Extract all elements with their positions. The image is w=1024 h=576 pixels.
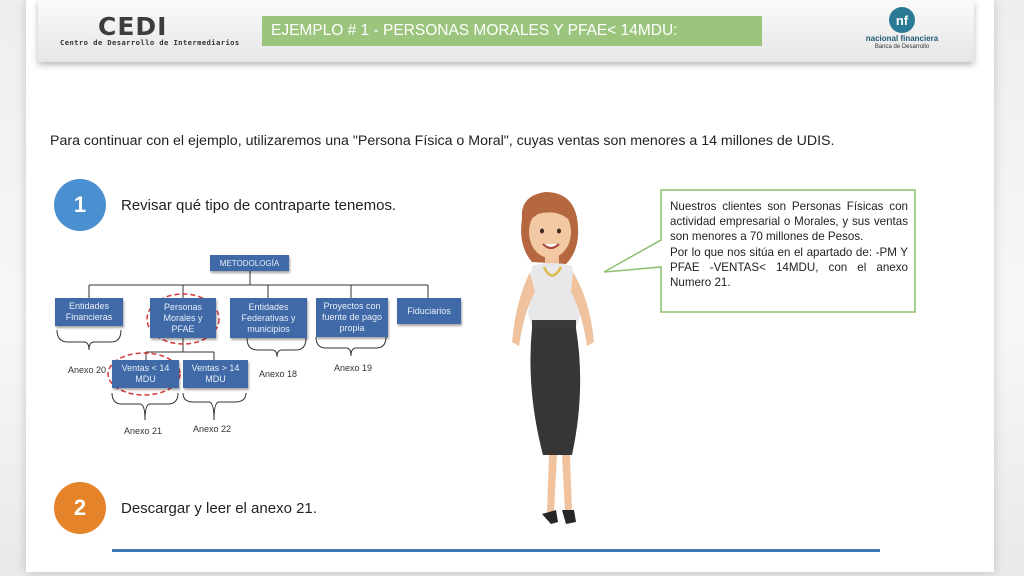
svg-text:nf: nf — [895, 13, 909, 28]
step-2-text: Descargar y leer el anexo 21. — [121, 500, 317, 517]
speech-bubble-paragraph-1: Nuestros clientes son Personas Físicas con actividad empresarial o Morales, y sus ventas son menores a 70 millones de Pesos. — [670, 200, 908, 244]
step-2-circle: 2 — [54, 482, 106, 534]
anexo-21-label: Anexo 21 — [124, 426, 163, 436]
node-fiduciarios: Fiduciarios — [397, 298, 461, 324]
step-1-circle: 1 — [54, 179, 106, 231]
node-ventas-menor-14: Ventas < 14 MDU — [112, 360, 179, 388]
nafin-name: nacional financiera — [865, 34, 939, 43]
node-metodologia: METODOLOGÍA — [210, 255, 289, 271]
anexo-22-label: Anexo 22 — [193, 424, 232, 434]
anexo-18-label: Anexo 18 — [259, 369, 298, 379]
intro-text: Para continuar con el ejemplo, utilizaremos una "Persona Física o Moral", cuyas ventas son menores a 14 millones de UDIS. — [50, 133, 835, 149]
slide-title-banner: EJEMPLO # 1 - PERSONAS MORALES Y PFAE< 14MDU: — [262, 16, 762, 46]
node-entidades-financieras: Entidades Financieras — [55, 298, 123, 326]
anexo-20-label: Anexo 20 — [68, 365, 107, 375]
node-personas-morales-pfae: Personas Morales y PFAE — [150, 298, 216, 338]
node-entidades-federativas: Entidades Federativas y municipios — [230, 298, 307, 338]
cedi-logo-subtitle: Centro de Desarrollo de Intermediarios — [60, 38, 240, 47]
bottom-divider — [112, 549, 880, 552]
speech-bubble-text — [670, 199, 908, 290]
nafin-subtitle: Banca de Desarrollo — [874, 44, 930, 50]
anexo-19-label: Anexo 19 — [334, 363, 373, 373]
node-ventas-mayor-14: Ventas > 14 MDU — [183, 360, 248, 388]
speech-bubble-paragraph-2: Por lo que nos sitúa en el apartado de: -PM Y PFAE -VENTAS< 14MDU, con el anexo Numero 21. — [670, 245, 908, 290]
step-1-text: Revisar qué tipo de contraparte tenemos. — [121, 197, 397, 214]
cedi-logo-title: CEDI — [98, 12, 168, 41]
node-proyectos: Proyectos con fuente de pago propia — [316, 298, 388, 337]
